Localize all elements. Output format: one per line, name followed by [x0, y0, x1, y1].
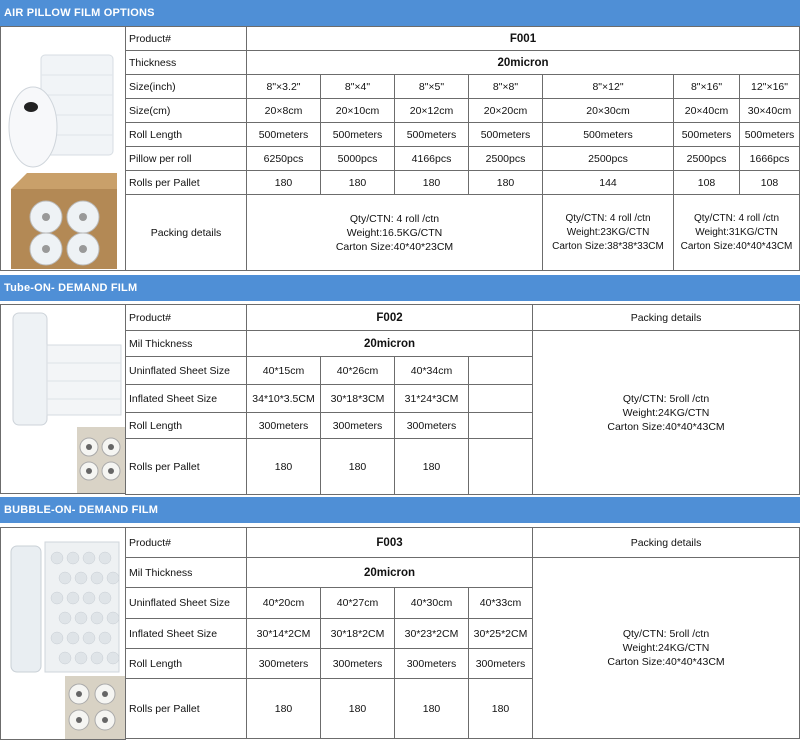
bubble-pallet-cell: 180 [469, 679, 533, 739]
air-packing-details-3 [674, 195, 800, 271]
packing-qty: Qty/CTN: 5roll /ctn [622, 628, 710, 640]
bubble-inflated-cell: 30*25*2CM [469, 619, 533, 649]
bubble-label-pallet: Rolls per Pallet [126, 679, 247, 739]
air-label-packing: Packing details [126, 195, 247, 271]
bubble-product-images [0, 527, 126, 740]
bubble-section-title: BUBBLE-ON- DEMAND FILM [0, 497, 800, 523]
air-roll-length-cell: 500meters [247, 123, 321, 147]
air-size-cm-cell: 30×40cm [740, 99, 800, 123]
air-size-cm-cell: 20×12cm [395, 99, 469, 123]
tube-product-number: F002 [247, 305, 533, 331]
air-label-thickness: Thickness [126, 51, 247, 75]
packing-weight: Weight:24KG/CTN [622, 642, 710, 654]
air-size-cm-cell: 20×10cm [321, 99, 395, 123]
tube-inflated-cell: 30*18*3CM [321, 385, 395, 413]
air-roll-length-cell: 500meters [740, 123, 800, 147]
tube-empty-cell [469, 357, 533, 385]
air-label-pallet: Rolls per Pallet [126, 171, 247, 195]
air-roll-length-cell: 500meters [469, 123, 543, 147]
air-pillow-cell: 6250pcs [247, 147, 321, 171]
tube-label-pallet: Rolls per Pallet [126, 439, 247, 495]
tube-label-inflated: Inflated Sheet Size [126, 385, 247, 413]
air-pillow-cell: 2500pcs [469, 147, 543, 171]
packing-carton-size: Carton Size:38*38*33CM [552, 240, 664, 252]
bubble-inflated-cell: 30*14*2CM [247, 619, 321, 649]
bubble-table [125, 527, 800, 739]
bubble-roll-length-cell: 300meters [247, 649, 321, 679]
bubble-label-inflated: Inflated Sheet Size [126, 619, 247, 649]
air-pillow-product-images [0, 26, 126, 271]
air-pallet-cell: 180 [321, 171, 395, 195]
air-size-inch-cell: 8"×16" [674, 75, 740, 99]
air-pillow-cell: 1666pcs [740, 147, 800, 171]
bubble-label-roll-length: Roll Length [126, 649, 247, 679]
bubble-label-uninflated: Uninflated Sheet Size [126, 588, 247, 619]
air-packing-details-2 [543, 195, 674, 271]
air-thickness-value: 20micron [247, 51, 800, 75]
air-pillow-cell: 2500pcs [543, 147, 674, 171]
packing-weight: Weight:16.5KG/CTN [346, 226, 443, 239]
air-pallet-cell: 180 [247, 171, 321, 195]
tube-empty-cell [469, 413, 533, 439]
bubble-label-thickness: Mil Thickness [126, 558, 247, 588]
air-roll-length-cell: 500meters [321, 123, 395, 147]
tube-empty-cell [469, 439, 533, 495]
packing-carton-size: Carton Size:40*40*43CM [607, 420, 725, 433]
air-pillow-roll-image [1, 27, 126, 271]
bubble-inflated-cell: 30*23*2CM [395, 619, 469, 649]
packing-weight: Weight:23KG/CTN [566, 226, 650, 238]
tube-roll-length-cell: 300meters [395, 413, 469, 439]
packing-qty: Qty/CTN: 4 roll /ctn [565, 212, 651, 224]
bubble-pallet-cell: 180 [321, 679, 395, 739]
bubble-packing-header: Packing details [533, 528, 800, 558]
bubble-uninflated-cell: 40*20cm [247, 588, 321, 619]
air-pallet-cell: 144 [543, 171, 674, 195]
tube-uninflated-cell: 40*15cm [247, 357, 321, 385]
air-roll-length-cell: 500meters [543, 123, 674, 147]
packing-carton-size: Carton Size:40*40*43CM [607, 656, 725, 668]
air-label-size-cm: Size(cm) [126, 99, 247, 123]
tube-inflated-cell: 34*10*3.5CM [247, 385, 321, 413]
air-pillow-cell: 4166pcs [395, 147, 469, 171]
bubble-uninflated-cell: 40*33cm [469, 588, 533, 619]
tube-thickness-value: 20micron [247, 331, 533, 357]
tube-label-product: Product# [126, 305, 247, 331]
air-pillow-cell: 5000pcs [321, 147, 395, 171]
tube-pallet-cell: 180 [395, 439, 469, 495]
bubble-roll-image [1, 528, 126, 740]
packing-qty: Qty/CTN: 4 roll /ctn [349, 212, 440, 225]
bubble-roll-length-cell: 300meters [321, 649, 395, 679]
air-label-roll-length: Roll Length [126, 123, 247, 147]
bubble-uninflated-cell: 40*27cm [321, 588, 395, 619]
air-pillow-cell: 2500pcs [674, 147, 740, 171]
air-packing-details-1 [247, 195, 543, 271]
air-pillow-table [125, 26, 800, 271]
packing-weight: Weight:24KG/CTN [622, 406, 710, 419]
air-label-product: Product# [126, 27, 247, 51]
air-label-pillow: Pillow per roll [126, 147, 247, 171]
bubble-roll-length-cell: 300meters [395, 649, 469, 679]
bubble-label-product: Product# [126, 528, 247, 558]
packing-carton-size: Carton Size:40*40*43CM [680, 240, 793, 252]
air-pallet-cell: 108 [740, 171, 800, 195]
air-pallet-cell: 180 [395, 171, 469, 195]
tube-roll-image [1, 305, 126, 494]
bubble-thickness-value: 20micron [247, 558, 533, 588]
tube-uninflated-cell: 40*34cm [395, 357, 469, 385]
tube-inflated-cell: 31*24*3CM [395, 385, 469, 413]
air-roll-length-cell: 500meters [395, 123, 469, 147]
bubble-roll-length-cell: 300meters [469, 649, 533, 679]
bubble-packing-details [533, 558, 800, 739]
tube-pallet-cell: 180 [247, 439, 321, 495]
air-size-cm-cell: 20×20cm [469, 99, 543, 123]
air-pallet-cell: 180 [469, 171, 543, 195]
bubble-uninflated-cell: 40*30cm [395, 588, 469, 619]
tube-label-roll-length: Roll Length [126, 413, 247, 439]
tube-packing-details [533, 331, 800, 495]
bubble-pallet-cell: 180 [247, 679, 321, 739]
packing-qty: Qty/CTN: 5roll /ctn [622, 392, 710, 405]
bubble-pallet-cell: 180 [395, 679, 469, 739]
packing-qty: Qty/CTN: 4 roll /ctn [694, 212, 780, 224]
tube-table [125, 304, 800, 495]
tube-pallet-cell: 180 [321, 439, 395, 495]
air-roll-length-cell: 500meters [674, 123, 740, 147]
air-pallet-cell: 108 [674, 171, 740, 195]
tube-packing-header: Packing details [533, 305, 800, 331]
air-size-cm-cell: 20×40cm [674, 99, 740, 123]
tube-uninflated-cell: 40*26cm [321, 357, 395, 385]
air-label-size-inch: Size(inch) [126, 75, 247, 99]
bubble-product-number: F003 [247, 528, 533, 558]
tube-empty-cell [469, 385, 533, 413]
air-size-cm-cell: 20×8cm [247, 99, 321, 123]
air-size-inch-cell: 8"×4" [321, 75, 395, 99]
tube-product-images [0, 304, 126, 494]
air-size-inch-cell: 8"×5" [395, 75, 469, 99]
tube-roll-length-cell: 300meters [247, 413, 321, 439]
tube-roll-length-cell: 300meters [321, 413, 395, 439]
air-size-inch-cell: 8"×12" [543, 75, 674, 99]
air-size-inch-cell: 12"×16" [740, 75, 800, 99]
air-pillow-section-title: AIR PILLOW FILM OPTIONS [0, 0, 800, 26]
bubble-inflated-cell: 30*18*2CM [321, 619, 395, 649]
air-size-cm-cell: 20×30cm [543, 99, 674, 123]
packing-weight: Weight:31KG/CTN [695, 226, 778, 238]
air-product-number: F001 [247, 27, 800, 51]
tube-label-thickness: Mil Thickness [126, 331, 247, 357]
air-size-inch-cell: 8"×8" [469, 75, 543, 99]
packing-carton-size: Carton Size:40*40*23CM [335, 240, 454, 253]
tube-label-uninflated: Uninflated Sheet Size [126, 357, 247, 385]
tube-section-title: Tube-ON- DEMAND FILM [0, 275, 800, 301]
air-size-inch-cell: 8"×3.2" [247, 75, 321, 99]
